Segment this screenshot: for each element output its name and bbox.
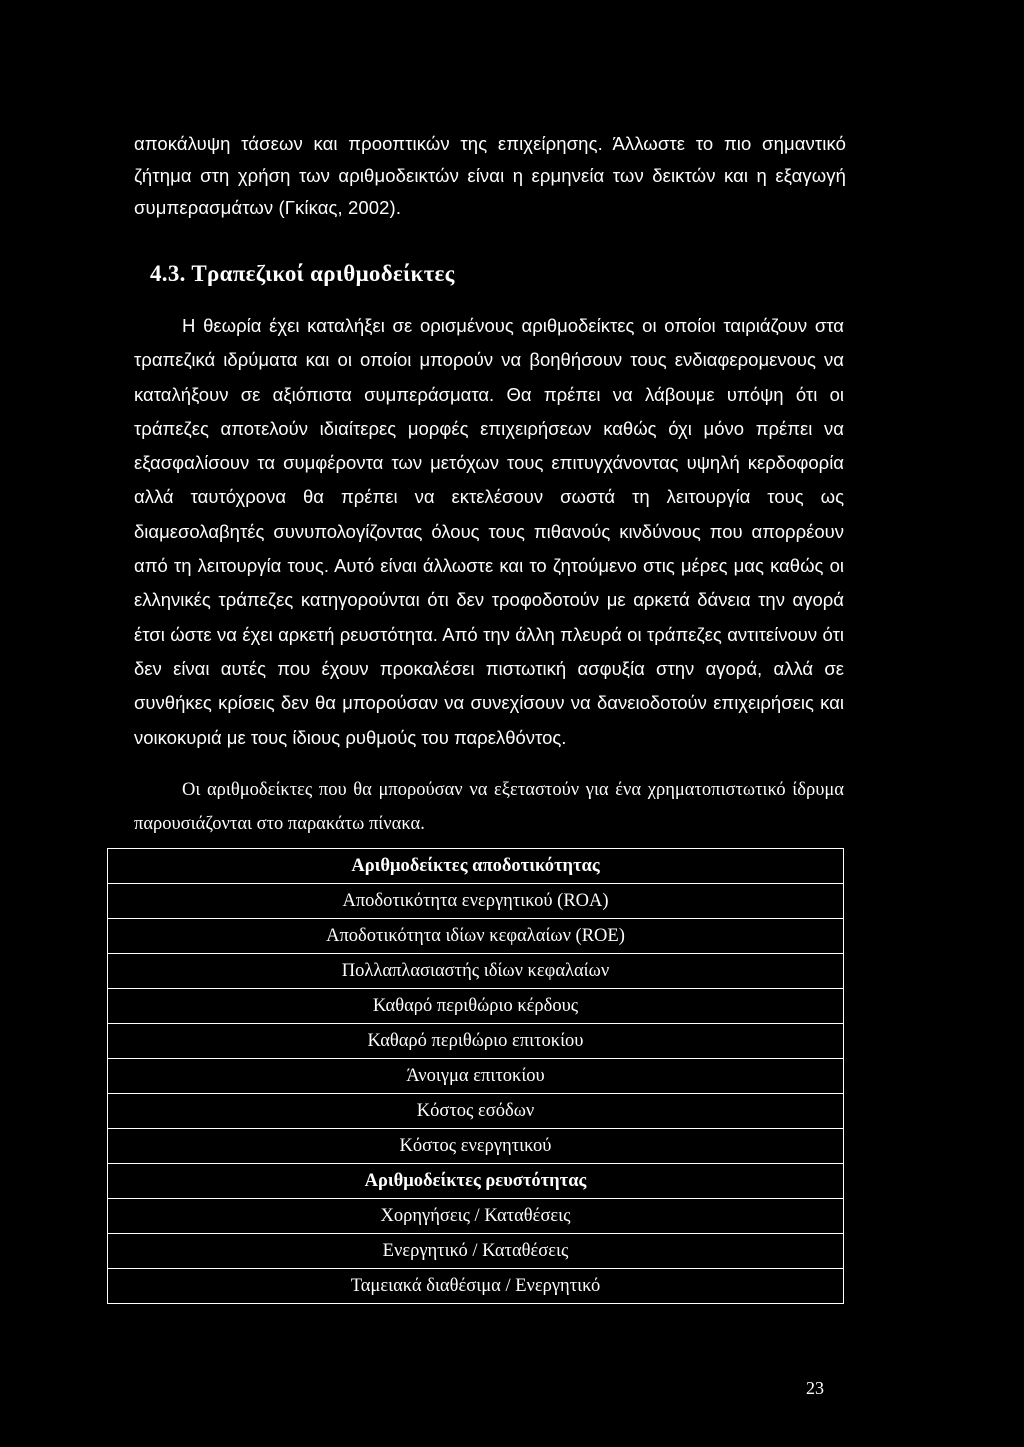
table-cell: Ταμειακά διαθέσιμα / Ενεργητικό xyxy=(108,1269,844,1304)
table-row xyxy=(108,1234,844,1269)
table-cell: Πολλαπλασιαστής ιδίων κεφαλαίων xyxy=(108,954,844,989)
body-paragraph-2 xyxy=(134,773,844,841)
table-cell: Κόστος εσόδων xyxy=(108,1094,844,1129)
table-cell: Ενεργητικό / Καταθέσεις xyxy=(108,1234,844,1269)
table-row xyxy=(108,1269,844,1304)
table-cell: Καθαρό περιθώριο κέρδους xyxy=(108,989,844,1024)
table-row xyxy=(108,849,844,884)
table-row xyxy=(108,884,844,919)
table-header-profitability: Αριθμοδείκτες αποδοτικότητας xyxy=(108,849,844,884)
table-cell: Κόστος ενεργητικού xyxy=(108,1129,844,1164)
table-row xyxy=(108,1129,844,1164)
table-row xyxy=(108,1094,844,1129)
table-row xyxy=(108,1059,844,1094)
table-cell: Χορηγήσεις / Καταθέσεις xyxy=(108,1199,844,1234)
table-row xyxy=(108,919,844,954)
table-row xyxy=(108,954,844,989)
table-row xyxy=(108,1199,844,1234)
paragraph-text: Οι αριθμοδείκτες που θα μπορούσαν να εξεταστούν για ένα χρηματοπιστωτικό ίδρυμα παρουσιάζονται στο παρακάτω πίνακα. xyxy=(134,780,844,834)
body-paragraph-1 xyxy=(134,309,844,755)
table-row xyxy=(108,1024,844,1059)
intro-paragraph: αποκάλυψη τάσεων και προοπτικών της επιχείρησης. Άλλωστε το πιο σημαντικό ζήτημα στη χρήση των αριθμοδεικτών είναι η ερμηνεία των δεικτών και η εξαγωγή συμπερασμάτων (Γκίκας, 2002). xyxy=(134,133,846,218)
page-number: 23 xyxy=(806,1378,824,1398)
table-cell: Καθαρό περιθώριο επιτοκίου xyxy=(108,1024,844,1059)
section-heading: 4.3. Τραπεζικοί αριθμοδείκτες xyxy=(150,261,455,286)
table-cell: Άνοιγμα επιτοκίου xyxy=(108,1059,844,1094)
table-row xyxy=(108,1164,844,1199)
table-cell: Αποδοτικότητα ιδίων κεφαλαίων (ROE) xyxy=(108,919,844,954)
table-header-liquidity: Αριθμοδείκτες ρευστότητας xyxy=(108,1164,844,1199)
table-row xyxy=(108,989,844,1024)
paragraph-text: Η θεωρία έχει καταλήξει σε ορισμένους αριθμοδείκτες οι οποίοι ταιριάζουν στα τραπεζικά ιδρύματα και οι οποίοι μπορούν να βοηθήσουν τους ενδιαφερομενους να καταλήξουν σε αξιόπιστα συμπεράσματα. Θα πρέπει να λάβουμε υπόψη ότι οι τράπεζες αποτελούν ιδιαίτερες μορφές επιχειρήσεων καθώς όχι μόνο πρέπει να εξασφαλίσουν τα συμφέροντα των μετόχων τους επιτυγχάνοντας υψηλή κερδοφορία αλλά ταυτόχρονα θα πρέπει να εκτελέσουν σωστά τη λειτουργία τους ως διαμεσολαβητές συνυπολογίζοντας όλους τους πιθανούς κινδύνους που απορρέουν από τη λειτουργία τους. Αυτό είναι άλλωστε και το ζητούμενο στις μέρες μας καθώς οι ελληνικές τράπεζες κατηγορούνται ότι δεν τροφοδοτούν με αρκετά δάνεια την αγορά έτσι ώστε να έχει αρκετή ρευστότητα. Από την άλλη πλευρά οι τράπεζες αντιτείνουν ότι δεν είναι αυτές που έχουν προκαλέσει πιστωτική ασφυξία στην αγορά, αλλά σε συνθήκες κρίσεις δεν θα μπορούσαν να συνεχίσουν να δανειοδοτούν επιχειρήσεις και νοικοκυριά με τους ίδιους ρυθμούς του παρελθόντος. xyxy=(134,315,844,748)
ratios-table xyxy=(107,848,844,1304)
table-cell: Αποδοτικότητα ενεργητικού (ROA) xyxy=(108,884,844,919)
